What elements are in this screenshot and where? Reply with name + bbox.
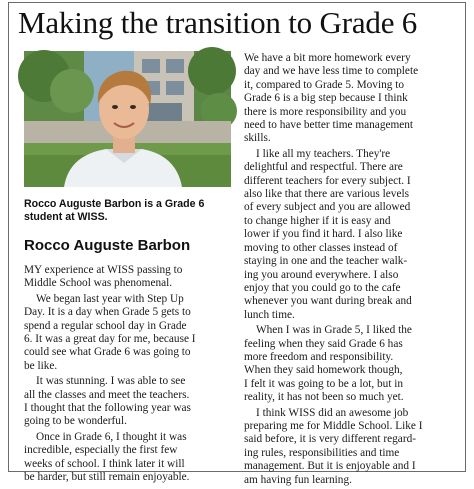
text-line: moving to other classes instead of: [244, 241, 398, 254]
paragraph: [24, 431, 227, 485]
text-line: ing rules, responsibilities and time: [244, 446, 400, 459]
paragraph: [244, 148, 450, 322]
byline: Rocco Auguste Barbon: [24, 237, 191, 254]
text-line: of every subject and you are allowed: [244, 201, 411, 214]
caption-line: student at WISS.: [24, 211, 108, 223]
text-line: It was stunning. I was able to see: [36, 375, 186, 388]
text-line: I felt it was going to be a lot, but in: [244, 377, 404, 390]
text-line: to change higher if it is easy and: [244, 214, 391, 227]
text-line: incredible, especially the first few: [24, 444, 178, 457]
text-line: going to be wonderful.: [24, 415, 127, 428]
article-column-right: [244, 52, 450, 489]
text-line: skills.: [244, 132, 271, 145]
text-line: it, compared to Grade 5. Moving to: [244, 78, 405, 91]
text-line: could see what Grade 6 was going to: [24, 346, 191, 359]
text-line: lunch time.: [244, 308, 295, 321]
paragraph: [244, 407, 450, 487]
text-line: Middle School was phenomenal.: [24, 277, 173, 290]
text-line: We began last year with Step Up: [36, 292, 184, 305]
text-line: am having fun learning.: [244, 473, 352, 486]
paragraph: [244, 52, 450, 146]
paragraph: [24, 375, 227, 429]
text-line: be harder, but still remain enjoyable.: [24, 471, 190, 484]
paragraph: [244, 324, 450, 404]
text-line: delightful and respectful. There are: [244, 161, 403, 174]
text-line: We have a bit more homework every: [244, 52, 411, 64]
article-column-left: [24, 264, 227, 487]
text-line: there is more responsibility and you: [244, 105, 407, 118]
text-line: need to have better time management: [244, 119, 414, 132]
text-line: When I was in Grade 5, I liked the: [256, 324, 412, 337]
text-line: Once in Grade 6, I thought it was: [36, 430, 187, 443]
text-line: preparing me for Middle School. Like I: [244, 419, 423, 432]
text-line: Day. It is a day when Grade 5 gets to: [24, 306, 191, 319]
text-line: 6. It was a great day for me, because I: [24, 333, 196, 346]
headline: Making the transition to Grade 6: [18, 5, 418, 40]
text-line: management. But it is enjoyable and I: [244, 460, 416, 473]
text-line: I thought that the following year was: [24, 402, 191, 415]
text-line: weeks of school. I think later it will: [24, 457, 185, 470]
student-photo: [24, 51, 231, 187]
text-line: When they said homework though,: [244, 364, 403, 377]
photo-caption: [24, 198, 234, 224]
text-line: I think WISS did an awesome job: [256, 406, 409, 419]
paragraph: [24, 293, 227, 373]
caption-line: Rocco Auguste Barbon is a Grade 6: [24, 198, 205, 210]
paragraph: [24, 264, 227, 291]
text-line: also like that there are various levels: [244, 188, 409, 201]
text-line: I like all my teachers. They're: [256, 147, 391, 160]
text-line: MY experience at WISS passing to: [24, 264, 183, 276]
text-line: spend a regular school day in Grade: [24, 319, 187, 332]
text-line: Grade 6 is a big step because I think: [244, 92, 408, 105]
text-line: reality, it has not been so much yet.: [244, 391, 404, 404]
text-line: be like.: [24, 359, 58, 372]
text-line: whenever you want during break and: [244, 295, 412, 308]
text-line: staying in one and the teacher walk-: [244, 255, 408, 268]
text-line: day and we have less time to complete: [244, 65, 419, 78]
text-line: enjoy that you could go to the cafe: [244, 281, 401, 294]
text-line: feeling when they said Grade 6 has: [244, 337, 403, 350]
text-line: more freedom and responsibility.: [244, 350, 394, 363]
text-line: all the classes and meet the teachers.: [24, 388, 190, 401]
text-line: said before, it is very different regard-: [244, 433, 416, 446]
text-line: different teachers for every subject. I: [244, 174, 411, 187]
text-line: lower if you find it hard. I also like: [244, 228, 403, 241]
text-line: ing you around everywhere. I also: [244, 268, 399, 281]
